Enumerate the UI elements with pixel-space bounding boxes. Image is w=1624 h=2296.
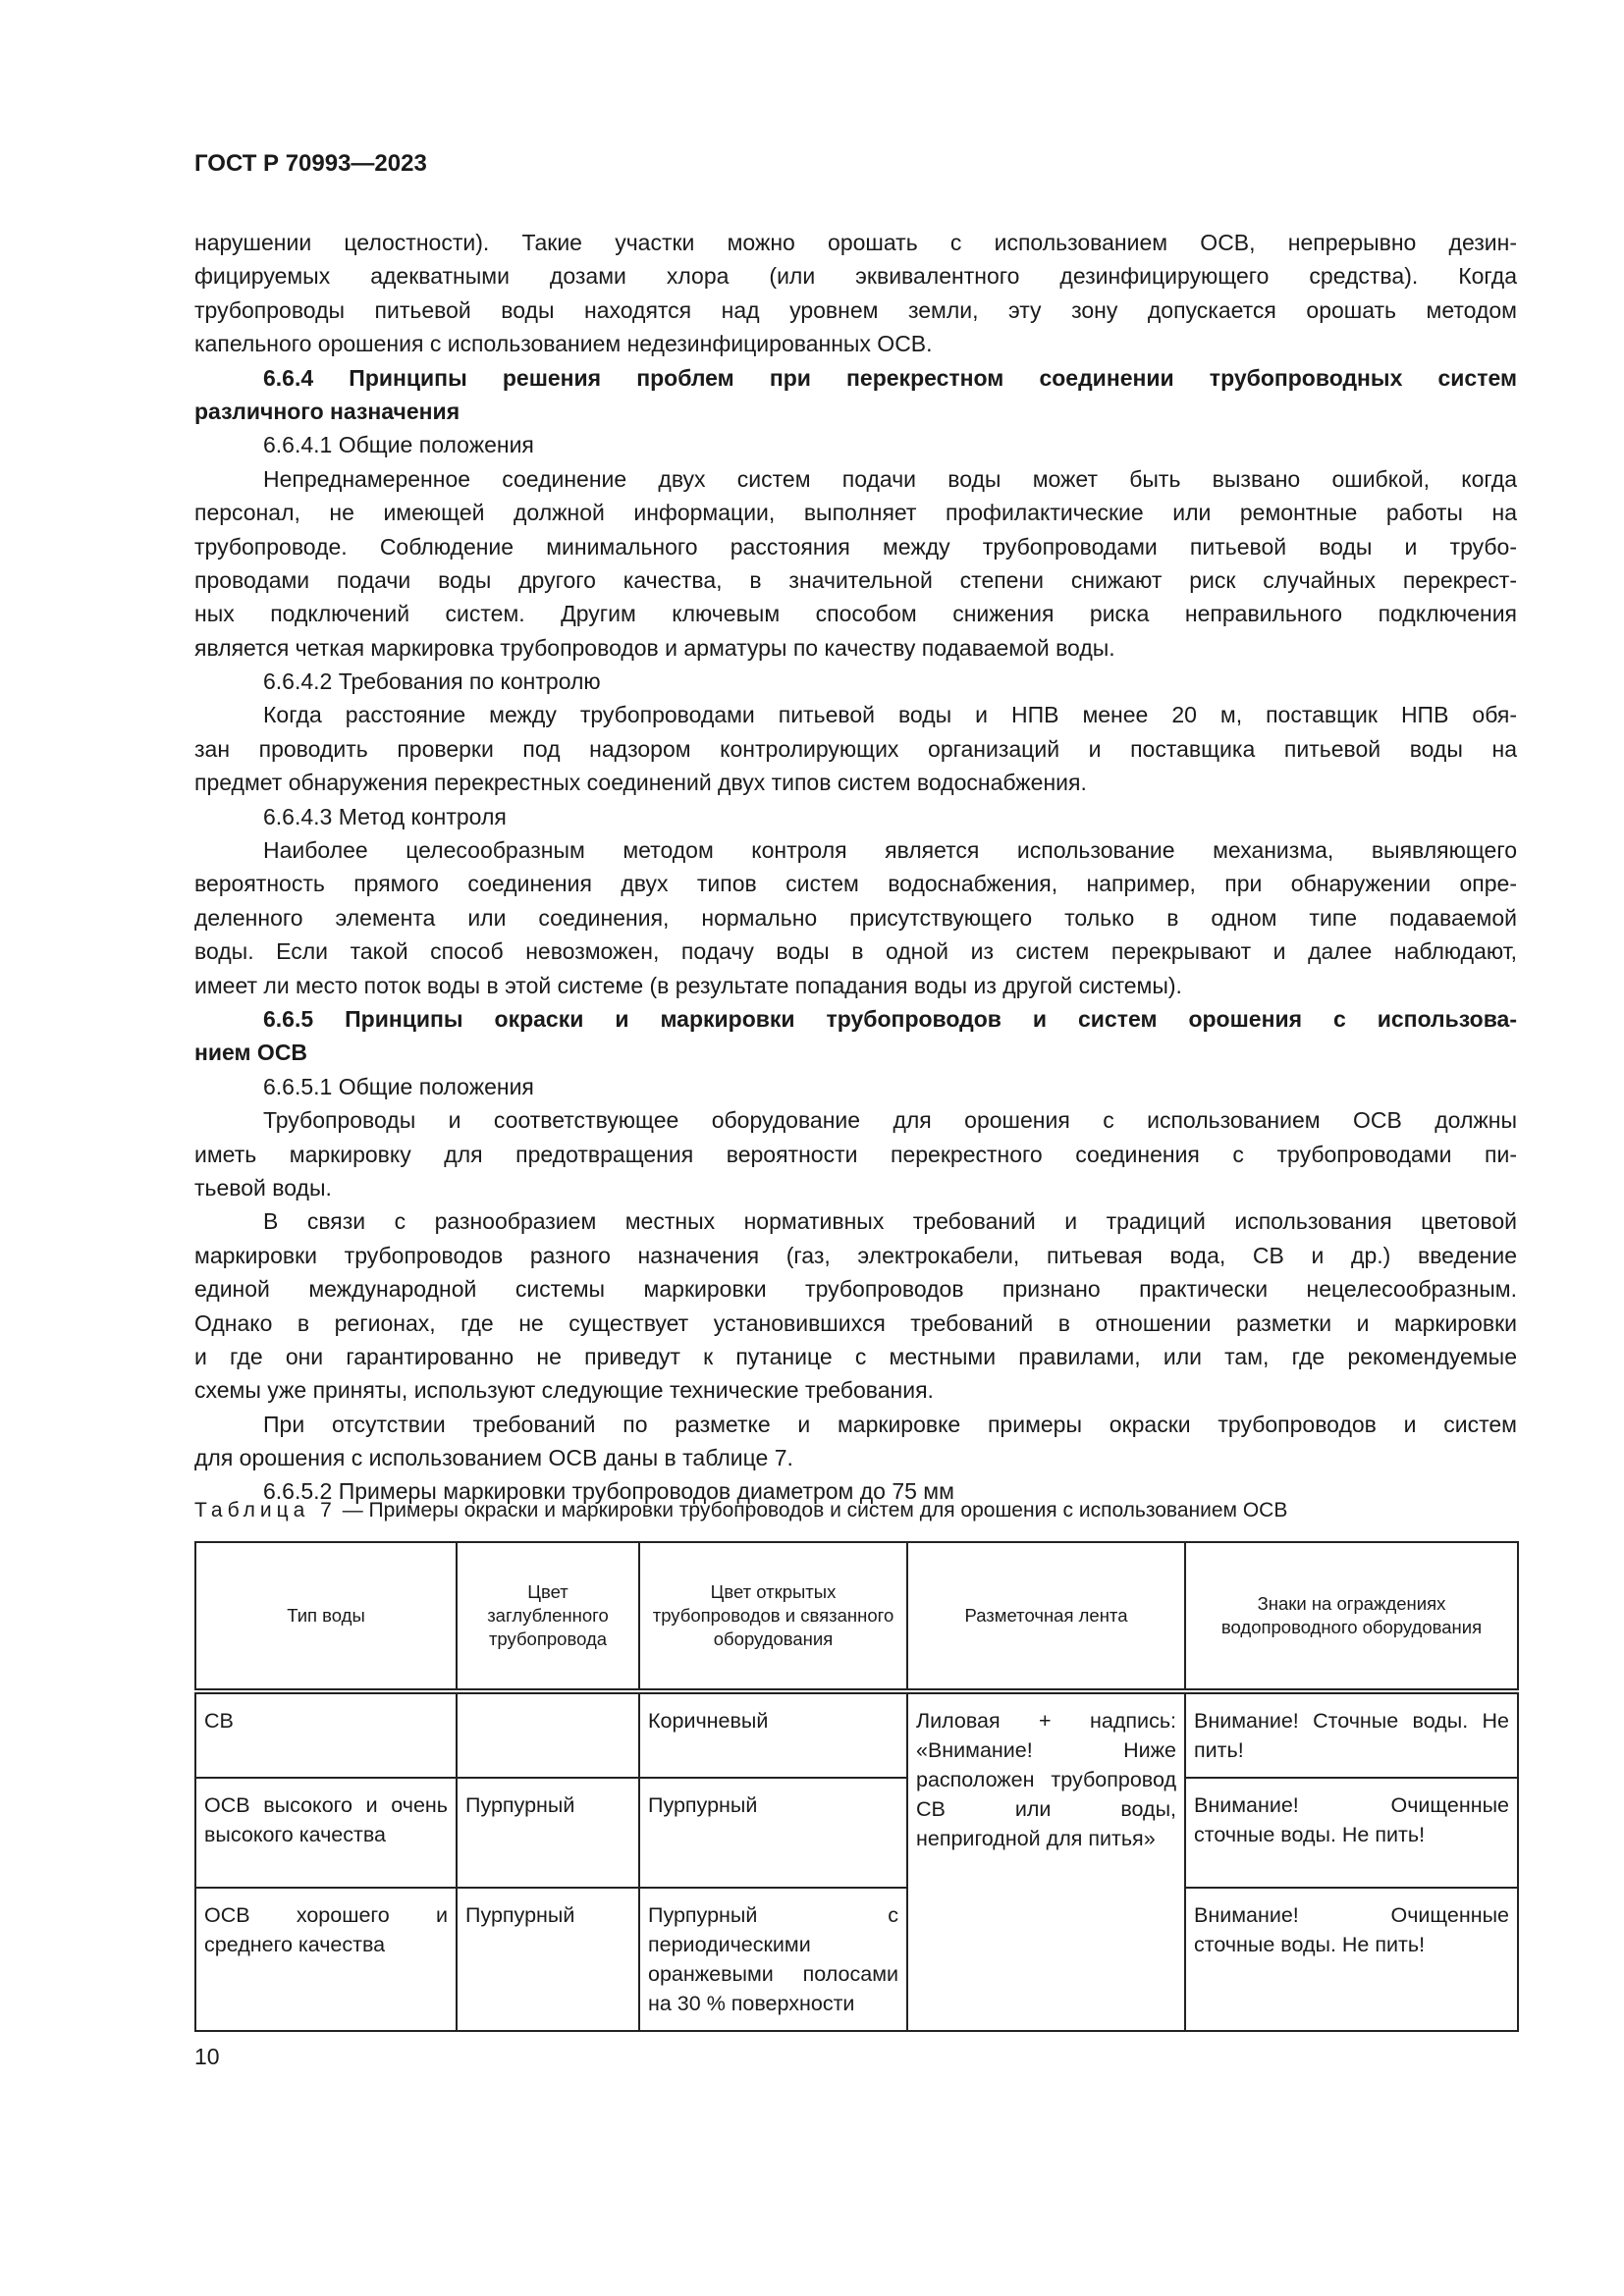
text-line: Однако в регионах, где не существует установившихся требований в отношении разметки и маркировки xyxy=(194,1309,1517,1336)
table-row xyxy=(195,1888,1518,2031)
page-number: 10 xyxy=(194,2044,220,2069)
header-cell: Тип воды xyxy=(195,1542,457,1691)
text-line: вероятность прямого соединения двух типов систем водоснабжения, например, при обнаружении опре- xyxy=(194,871,1517,897)
table-cell: Внимание! Очищенные сточные воды. Не пить! xyxy=(1185,1778,1518,1888)
table-cell: Пурпурный xyxy=(457,1778,639,1888)
text-line: деленного элемента или соединения, нормально присутствующего только в одном типе подаваемой xyxy=(194,904,1517,931)
text-line: имеет ли место поток воды в этой системе (в результате попадания воды из другой системы). xyxy=(194,972,1182,998)
table-cell-marking-tape: Лиловая + надпись: «Внимание! Ниже расположен трубопровод СВ или воды, непригодной для питья» xyxy=(907,1691,1185,2031)
section-heading-line: 6.6.5 Принципы окраски и маркировки трубопроводов и систем орошения с использова- xyxy=(263,1005,1517,1032)
text-line: проводами подачи воды другого качества, в значительной степени снижают риск случайных перекрест- xyxy=(194,566,1517,593)
table-caption-label: Таблица 7 xyxy=(194,1499,337,1522)
table-cell xyxy=(457,1691,639,1778)
header-cell: Цвет заглубленного трубопровода xyxy=(457,1542,639,1691)
table-header-row xyxy=(195,1542,1518,1691)
text-line: зан проводить проверки под надзором контролирующих организаций и поставщика питьевой воды на xyxy=(194,735,1517,762)
text-line: схемы уже приняты, используют следующие технические требования. xyxy=(194,1377,934,1404)
header-cell: Цвет открытых трубопроводов и связанного оборудования xyxy=(639,1542,907,1691)
table-cell: Коричневый xyxy=(639,1691,907,1778)
table-cell: Пурпурный с периодическими оранжевыми полосами на 30 % поверхности xyxy=(639,1888,907,2031)
text-line: Когда расстояние между трубопроводами питьевой воды и НПВ менее 20 м, поставщик НПВ обя- xyxy=(263,702,1517,728)
text-line: является четкая маркировка трубопроводов и арматуры по качеству подаваемой воды. xyxy=(194,634,1115,661)
text-line: предмет обнаружения перекрестных соединений двух типов систем водоснабжения. xyxy=(194,770,1087,796)
table-cell: Внимание! Очищенные сточные воды. Не пить! xyxy=(1185,1888,1518,2031)
section-heading-line: 6.6.4 Принципы решения проблем при перекрестном соединении трубопроводных систем xyxy=(263,364,1517,391)
table-cell: Пурпурный xyxy=(639,1778,907,1888)
table-cell: ОСВ высокого и очень высокого качества xyxy=(195,1778,457,1888)
header-cell: Знаки на ограждениях водопроводного оборудования xyxy=(1185,1542,1518,1691)
section-heading-line: различного назначения xyxy=(194,398,460,424)
table-caption-text: — Примеры окраски и маркировки трубопроводов и систем для орошения с использованием ОСВ xyxy=(336,1499,1288,1522)
text-line: Наиболее целесообразным методом контроля является использование механизма, выявляющего xyxy=(263,837,1517,864)
text-line: иметь маркировку для предотвращения вероятности перекрестного соединения с трубопроводами пи- xyxy=(194,1141,1517,1167)
text-line: 6.6.4.3 Метод контроля xyxy=(263,803,507,829)
table-cell: СВ xyxy=(195,1691,457,1778)
text-line: нарушении целостности). Такие участки можно орошать с использованием ОСВ, непрерывно дезин- xyxy=(194,230,1517,255)
text-line: трубопроводе. Соблюдение минимального расстояния между трубопроводами питьевой воды и трубо- xyxy=(194,533,1517,560)
text-line: Непреднамеренное соединение двух систем подачи воды может быть вызвано ошибкой, когда xyxy=(263,465,1517,492)
text-line: Трубопроводы и соответствующее оборудование для орошения с использованием ОСВ должны xyxy=(263,1107,1517,1134)
text-line: ных подключений систем. Другим ключевым способом снижения риска неправильного подключения xyxy=(194,601,1517,627)
text-line: для орошения с использованием ОСВ даны в таблице 7. xyxy=(194,1445,793,1471)
text-line: В связи с разнообразием местных нормативных требований и традиций использования цветовой xyxy=(263,1208,1517,1235)
table-cell: Пурпурный xyxy=(457,1888,639,2031)
text-line: При отсутствии требований по разметке и маркировке примеры окраски трубопроводов и систем xyxy=(263,1411,1517,1437)
text-line: 6.6.4.2 Требования по контролю xyxy=(263,668,601,695)
table-row xyxy=(195,1691,1518,1778)
table-caption xyxy=(194,1499,1517,1522)
text-line: 6.6.4.1 Общие положения xyxy=(263,432,534,458)
table-cell: ОСВ хорошего и среднего качества xyxy=(195,1888,457,2031)
text-line: трубопроводы питьевой воды находятся над уровнем земли, эту зону допускается орошать методом xyxy=(194,296,1517,323)
table-cell: Внимание! Сточные воды. Не пить! xyxy=(1185,1691,1518,1778)
marking-table xyxy=(194,1541,1519,2032)
text-line: тьевой воды. xyxy=(194,1174,332,1201)
body-text xyxy=(194,226,1517,1509)
text-line: 6.6.5.2 Примеры маркировки трубопроводов диаметром до 75 мм xyxy=(263,1478,954,1505)
table-row xyxy=(195,1778,1518,1888)
text-line: персонал, не имеющей должной информации, выполняет профилактические или ремонтные работы на xyxy=(194,500,1517,526)
text-line: и где они гарантированно не приведут к путанице с местными правилами, или там, где рекомендуемые xyxy=(194,1343,1517,1369)
text-line: маркировки трубопроводов разного назначения (газ, электрокабели, питьевая вода, СВ и др.) введение xyxy=(194,1242,1517,1268)
text-line: воды. Если такой способ невозможен, подачу воды в одной из систем перекрывают и далее наблюдают, xyxy=(194,938,1517,965)
section-heading-line: нием ОСВ xyxy=(194,1040,308,1066)
document-header: ГОСТ Р 70993—2023 xyxy=(194,150,427,177)
text-line: фицируемых адекватными дозами хлора (или эквивалентного дезинфицирующего средства). Когда xyxy=(194,263,1517,290)
text-line: капельного орошения с использованием недезинфицированных ОСВ. xyxy=(194,331,933,357)
text-line: 6.6.5.1 Общие положения xyxy=(263,1073,534,1099)
text-line: единой международной системы маркировки трубопроводов признано практически нецелесообразным. xyxy=(194,1276,1517,1303)
header-cell: Разметочная лента xyxy=(907,1542,1185,1691)
